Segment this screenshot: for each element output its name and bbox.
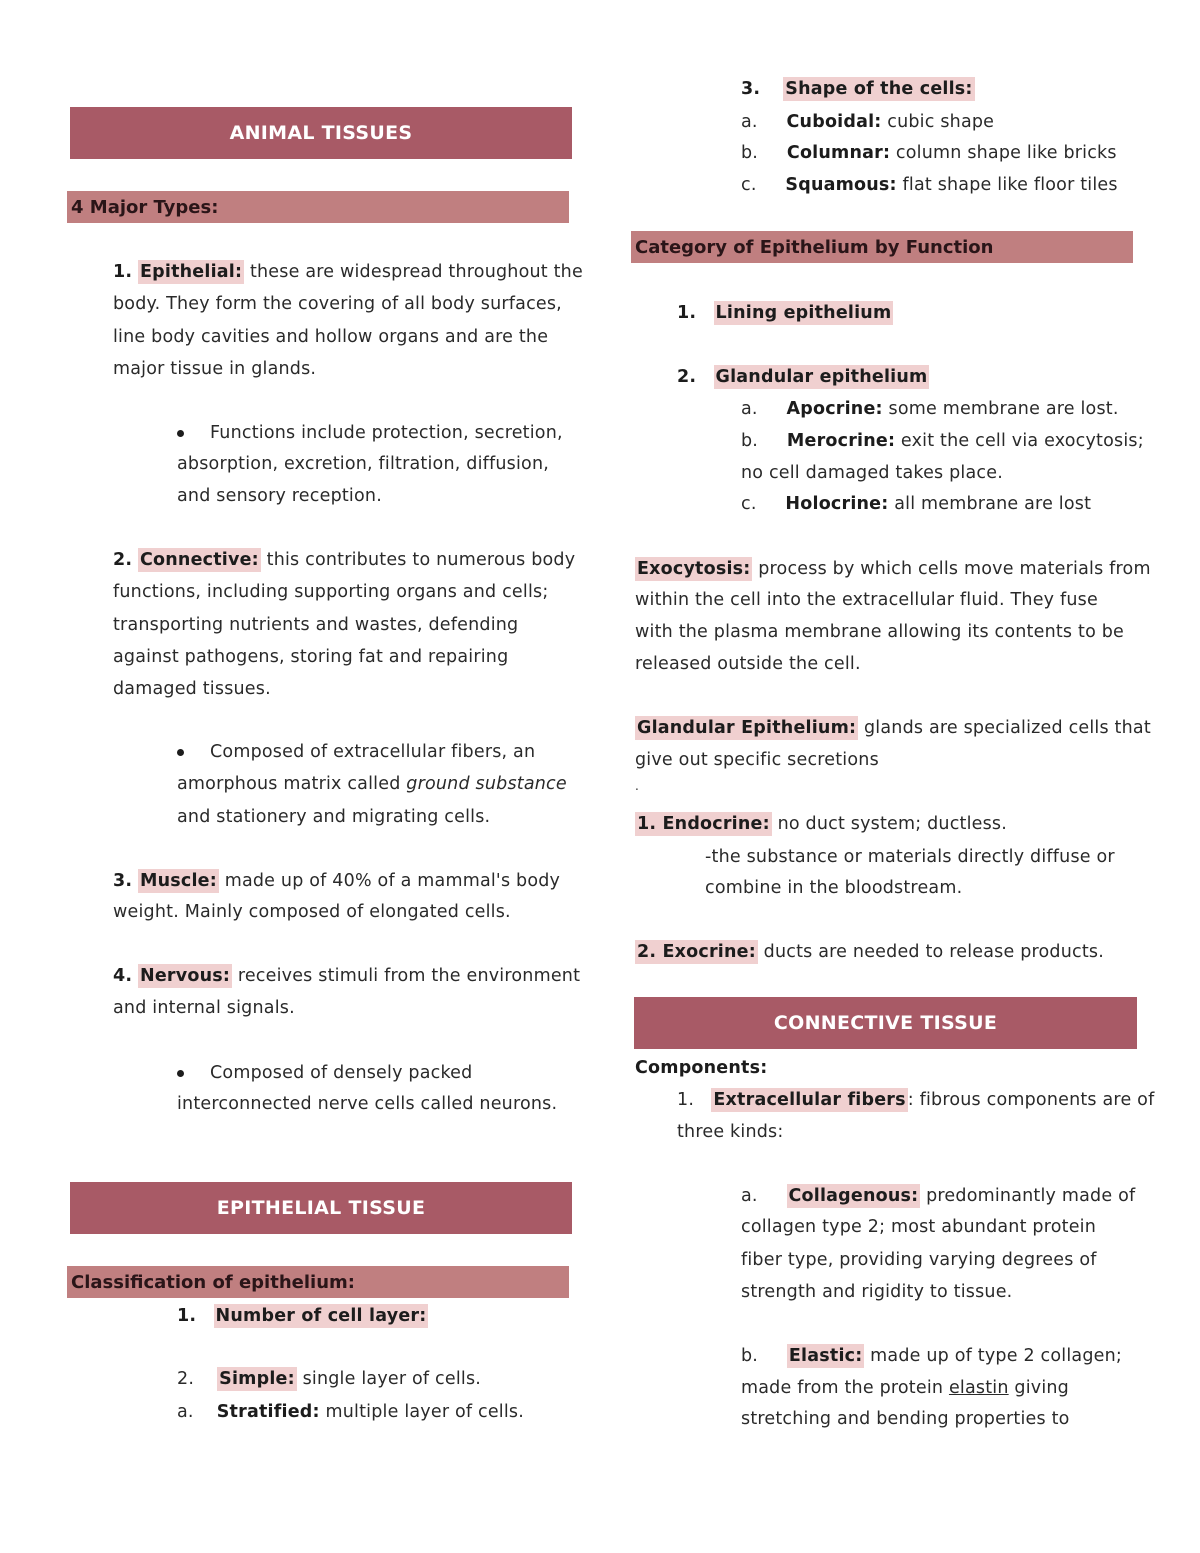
major-types-bar bbox=[67, 191, 569, 223]
bullet-icon bbox=[177, 1070, 184, 1077]
exocytosis-line: released outside the cell. bbox=[635, 654, 861, 674]
ground-substance-term: ground substance bbox=[406, 774, 567, 794]
epithelial-label: Epithelial: bbox=[140, 262, 243, 282]
bullet-functions: Functions include protection, secretion, bbox=[177, 421, 563, 445]
exocrine-item: 2. Exocrine: ducts are needed to release products. bbox=[637, 942, 1104, 962]
glandular-epithelium-label: Glandular Epithelium: bbox=[637, 718, 857, 738]
connective-line: damaged tissues. bbox=[113, 679, 271, 699]
bullet-neurons: Composed of densely packed bbox=[177, 1061, 472, 1085]
elastic-label: Elastic: bbox=[788, 1346, 863, 1366]
connective-item: 2. Connective: this contributes to numerous body bbox=[113, 550, 576, 570]
bullet-line: amorphous matrix called ground substance bbox=[177, 774, 567, 794]
muscle-item: 3. Muscle: made up of 40% of a mammal's body bbox=[113, 871, 561, 891]
extracellular-fibers-label: Extracellular fibers bbox=[713, 1090, 906, 1110]
epithelial-line: body. They form the covering of all body surfaces, bbox=[113, 294, 562, 314]
classification-heading: Classification of epithelium: bbox=[71, 1271, 355, 1293]
exocytosis-line: with the plasma membrane allowing its contents to be bbox=[635, 622, 1125, 642]
category-heading: Category of Epithelium by Function bbox=[635, 236, 994, 258]
columnar-item: b. Columnar: column shape like bricks bbox=[741, 143, 1117, 163]
bullet-line: and stationery and migrating cells. bbox=[177, 807, 491, 827]
merocrine-line: no cell damaged takes place. bbox=[741, 463, 1003, 483]
connective-line: functions, including supporting organs and cells; bbox=[113, 582, 549, 602]
epithelial-tissue-title: EPITHELIAL TISSUE bbox=[216, 1197, 426, 1219]
elastic-line: stretching and bending properties to bbox=[741, 1409, 1070, 1429]
cell-layer-label: Number of cell layer: bbox=[215, 1306, 427, 1326]
extracellular-fibers-item: 1. Extracellular fibers : fibrous components are of bbox=[677, 1090, 1155, 1110]
bullet-line: and sensory reception. bbox=[177, 486, 382, 506]
collagenous-label: Collagenous: bbox=[788, 1186, 919, 1206]
glandular-epithelium-line: give out specific secretions bbox=[635, 750, 879, 770]
endocrine-line: combine in the bloodstream. bbox=[705, 878, 963, 898]
bullet-icon bbox=[177, 430, 184, 437]
animal-tissues-banner bbox=[70, 107, 572, 159]
epithelial-line: line body cavities and hollow organs and are the bbox=[113, 327, 549, 347]
shape-item: 3. Shape of the cells: bbox=[741, 79, 973, 99]
collagenous-line: strength and rigidity to tissue. bbox=[741, 1282, 1013, 1302]
components-heading: Components: bbox=[635, 1058, 768, 1078]
extracellular-fibers-line: three kinds: bbox=[677, 1122, 784, 1142]
glandular-label: Glandular epithelium bbox=[715, 367, 928, 387]
collagenous-line: fiber type, providing varying degrees of bbox=[741, 1250, 1097, 1270]
glandular-epithelium-para: Glandular Epithelium: glands are specialized cells that bbox=[637, 718, 1151, 738]
bullet-composed: Composed of extracellular fibers, an bbox=[177, 740, 535, 764]
elastic-item: b. Elastic: made up of type 2 collagen; bbox=[741, 1346, 1122, 1366]
epithelial-tissue-banner bbox=[70, 1182, 572, 1234]
lining-item: 1. Lining epithelium bbox=[677, 303, 892, 323]
merocrine-item: b. Merocrine: exit the cell via exocytosis; bbox=[741, 431, 1144, 451]
collagenous-line: collagen type 2; most abundant protein bbox=[741, 1217, 1097, 1237]
nervous-item: 4. Nervous: receives stimuli from the environment bbox=[113, 966, 581, 986]
apocrine-item: a. Apocrine: some membrane are lost. bbox=[741, 399, 1119, 419]
connective-line: transporting nutrients and wastes, defending bbox=[113, 615, 519, 635]
endocrine-label: 1. Endocrine: bbox=[637, 814, 770, 834]
exocytosis-line: within the cell into the extracellular fluid. They fuse bbox=[635, 590, 1098, 610]
connective-tissue-title: CONNECTIVE TISSUE bbox=[773, 1012, 998, 1034]
glandular-item: 2. Glandular epithelium bbox=[677, 367, 928, 387]
squamous-item: c. Squamous: flat shape like floor tiles bbox=[741, 175, 1118, 195]
connective-line: against pathogens, storing fat and repairing bbox=[113, 647, 509, 667]
glandular-epithelium-dot: . bbox=[635, 779, 640, 793]
bullet-icon bbox=[177, 749, 184, 756]
endocrine-line: -the substance or materials directly diffuse or bbox=[705, 847, 1115, 867]
nervous-label: Nervous: bbox=[140, 966, 231, 986]
connective-tissue-banner bbox=[634, 997, 1137, 1049]
muscle-line: weight. Mainly composed of elongated cells. bbox=[113, 902, 511, 922]
cell-layer-item: 1. Number of cell layer: bbox=[177, 1306, 427, 1326]
bullet-line: absorption, excretion, filtration, diffusion, bbox=[177, 454, 549, 474]
stratified-item: a. Stratified: multiple layer of cells. bbox=[177, 1402, 525, 1422]
simple-label: Simple: bbox=[219, 1369, 295, 1389]
holocrine-item: c. Holocrine: all membrane are lost bbox=[741, 494, 1092, 514]
major-types-heading: 4 Major Types: bbox=[71, 196, 219, 218]
animal-tissues-title: ANIMAL TISSUES bbox=[229, 122, 413, 144]
muscle-label: Muscle: bbox=[140, 871, 217, 891]
endocrine-item: 1. Endocrine: no duct system; ductless. bbox=[637, 814, 1008, 834]
exocrine-label: 2. Exocrine: bbox=[637, 942, 756, 962]
stratified-label: Stratified: bbox=[216, 1402, 320, 1422]
lining-label: Lining epithelium bbox=[715, 303, 892, 323]
classification-bar bbox=[67, 1266, 569, 1298]
nervous-line: and internal signals. bbox=[113, 998, 295, 1018]
connective-label: Connective: bbox=[140, 550, 259, 570]
elastic-line: made from the protein elastin giving bbox=[741, 1378, 1069, 1398]
category-bar bbox=[631, 231, 1133, 263]
exocytosis-label: Exocytosis: bbox=[637, 559, 751, 579]
simple-item: 2. Simple: single layer of cells. bbox=[177, 1369, 482, 1389]
cuboidal-item: a. Cuboidal: cubic shape bbox=[741, 112, 995, 132]
elastin-term: elastin bbox=[948, 1378, 1009, 1398]
collagenous-item: a. Collagenous: predominantly made of bbox=[741, 1186, 1136, 1206]
bullet-line: interconnected nerve cells called neurons. bbox=[177, 1094, 558, 1114]
epithelial-item: 1. Epithelial: these are widespread throughout the bbox=[113, 262, 583, 282]
exocytosis-para: Exocytosis: process by which cells move materials from bbox=[637, 559, 1151, 579]
shape-label: Shape of the cells: bbox=[785, 79, 973, 99]
epithelial-line: major tissue in glands. bbox=[113, 359, 317, 379]
